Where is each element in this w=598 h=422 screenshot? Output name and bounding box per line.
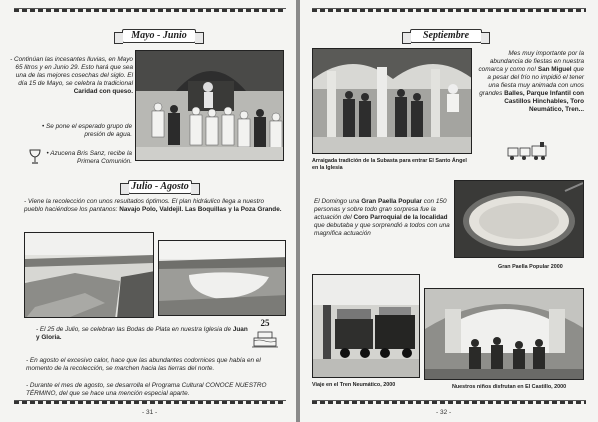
castle-photo (424, 288, 584, 380)
page-number-right: - 32 - (436, 409, 452, 416)
september-text: Mes muy importante por la abundancia de fiestas en nuestra comarca y como no! San Miguel que a pesar del frío no impidió el tener una fiesta muy animada con unos grandes Balles, Parque Infantil con Castillos Hinchables, Toro Neumático, Tren... (478, 50, 584, 113)
may-june-text: - Continúan las incesantes lluvias, en Mayo 65 litros y en Junio 29. Esto hará que sea una de las mejores cosechas del siglo. El día 15 de Mayo, se celebra la tradicional Caridad con queso. (10, 56, 133, 95)
caridad-con-queso: Caridad con queso. (73, 88, 133, 95)
fiesta-attractions: Balles, Parque Infantil con Castillos Hinchables, Toro Neumático, Tren... (504, 90, 584, 113)
reservoir-photo-2 (158, 240, 286, 316)
cake-number: 25 (260, 318, 270, 328)
page-32 (300, 0, 598, 422)
section-title-september: Septiembre (410, 29, 482, 43)
reservoirs-list: Navajo Polo, Valdejil. Las Boquillas y la Poza Grande. (119, 206, 282, 213)
top-divider-right (312, 8, 586, 12)
paella-text: El Domingo una Gran Paella Popular con 150 personas y sobre todo gran sorpresa fue la actuación del Coro Parroquial de la localidad que debutaba y que sorprendió a todos con una magnífica actuación (314, 198, 450, 237)
reservoir-photo-1 (24, 232, 154, 318)
gran-paella-popular: Gran Paella Popular (361, 198, 422, 205)
train-photo (312, 274, 420, 378)
chalice-icon (29, 149, 41, 165)
auction-caption: Arraigada tradición de la Subasta para entrar El Santo Ángel en la Iglesia (312, 158, 467, 171)
section-title-may-june: Mayo - Junio (122, 29, 196, 43)
top-divider (14, 8, 286, 12)
train-caption: Viaje en el Tren Neumático, 2000 (312, 382, 396, 388)
train-icon (506, 142, 550, 162)
juan-y-gloria: Juan y Gloria. (36, 326, 248, 341)
august-program-text: - Durante el mes de agosto, se desarrolla el Programa Cultural CONOCE NUESTRO TÉRMINO, del que se hace una mención especial aparte. (26, 382, 267, 397)
section-title-july-august: Julio - Agosto (128, 180, 192, 194)
bottom-divider (14, 400, 286, 404)
page-31 (0, 0, 296, 422)
bottom-divider-right (312, 400, 586, 404)
july-august-text: - Viene la recolección con unos resultados óptimos. El plan hidráulico llega a nuestro pueblo haciéndose los pantanos: Navajo Polo, Valdejil. Las Boquillas y la Poza Grande. (24, 198, 282, 213)
auction-photo (312, 48, 472, 154)
paella-caption: Gran Paella Popular 2000 (498, 264, 563, 270)
anniversary-cake-icon (250, 320, 280, 350)
paella-photo (454, 180, 584, 258)
communion-photo (135, 50, 284, 161)
august-heat-text: - En agosto el excesivo calor, hace que las abundantes codornices que había en el momento de la recolección, se marchen hacia las tierras del norte. (26, 357, 261, 372)
bullet-water: • Se pone el esperado grupo de presión de agua. (42, 123, 132, 138)
castle-caption: Nuestros niños disfrutan en El Castillo, 2000 (452, 384, 567, 390)
san-miguel: San Miguel (537, 66, 572, 73)
coro-parroquial: Coro Parroquial de la localidad (353, 214, 448, 221)
page-number-left: - 31 - (142, 409, 158, 416)
wedding-text: - El 25 de Julio, se celebran las Bodas de Plata en nuestra Iglesia de Juan y Gloria. (36, 326, 248, 341)
bullet-communion: • Azucena Bris Sanz, recibe la Primera Comunión. (46, 150, 132, 165)
